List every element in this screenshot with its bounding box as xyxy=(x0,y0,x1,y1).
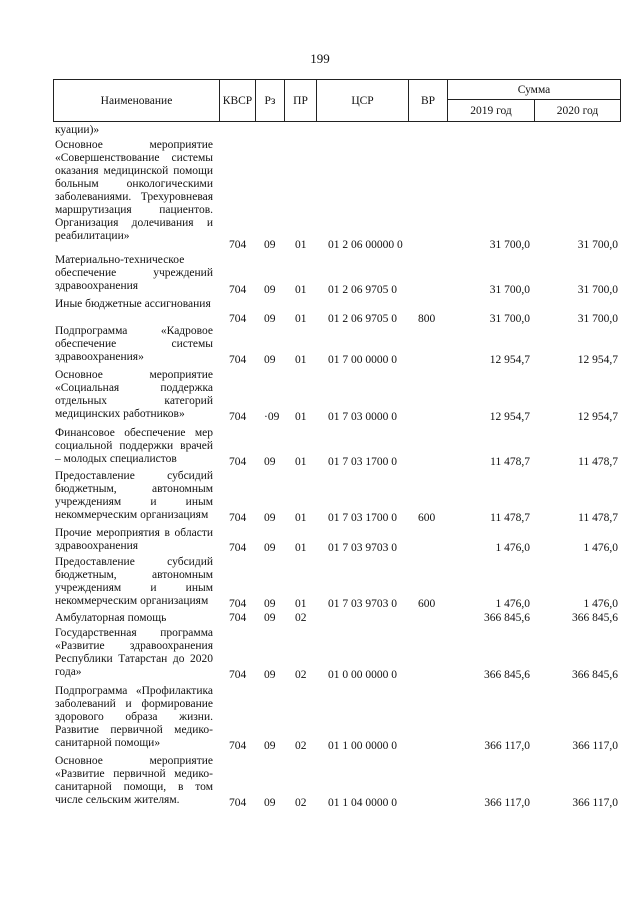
row-csr: 01 1 04 0000 0 xyxy=(328,797,397,809)
header-pr: ПР xyxy=(285,80,317,122)
row-pr: 01 xyxy=(295,239,307,251)
row-sum-2020: 12 954,7 xyxy=(577,354,618,366)
row-sum-2019: 11 478,7 xyxy=(490,512,530,524)
row-name: Основное мероприятие «Развитие первичной медико-санитарной помощи, в том числе сельским жителям. xyxy=(55,755,213,806)
row-kvsr: 704 xyxy=(229,598,247,610)
row-name: Подпрограмма «Кадровое обеспечение системы здравоохранения» xyxy=(55,325,213,363)
row-sum-2020: 1 476,0 xyxy=(583,598,618,610)
row-sum-2019: 31 700,0 xyxy=(489,239,530,251)
row-sum-2019: 31 700,0 xyxy=(489,313,530,325)
row-name: Предоставление субсидий бюджетным, автономным учреждениям и иным некоммерческим организациям xyxy=(55,470,213,521)
row-sum-2020: 366 117,0 xyxy=(572,740,618,752)
row-sum-2020: 366 117,0 xyxy=(572,797,618,809)
header-2019: 2019 год xyxy=(448,100,535,122)
row-kvsr: 704 xyxy=(229,740,247,752)
header-sum: Сумма xyxy=(448,80,621,100)
row-sum-2020: 31 700,0 xyxy=(577,284,618,296)
row-vr: 600 xyxy=(418,512,436,524)
row-pr: 02 xyxy=(295,740,307,752)
header-2020: 2020 год xyxy=(535,100,621,122)
header-csr: ЦСР xyxy=(317,80,409,122)
row-pr: 01 xyxy=(295,598,307,610)
row-name: Государственная программа «Развитие здравоохранения Республики Татарстан до 2020 года» xyxy=(55,627,213,678)
row-rz: 09 xyxy=(264,542,276,554)
header-kvsr: КВСР xyxy=(220,80,256,122)
row-sum-2019: 366 845,6 xyxy=(484,612,530,624)
row-rz: 09 xyxy=(264,512,276,524)
row-rz: 09 xyxy=(264,740,276,752)
row-sum-2020: 366 845,6 xyxy=(572,669,618,681)
header-rz: Рз xyxy=(256,80,285,122)
row-csr: 01 7 03 0000 0 xyxy=(328,411,397,423)
row-pr: 01 xyxy=(295,456,307,468)
row-kvsr: 704 xyxy=(229,612,247,624)
row-csr: 01 2 06 9705 0 xyxy=(328,313,397,325)
row-kvsr: 704 xyxy=(229,239,247,251)
row-vr: 600 xyxy=(418,598,436,610)
row-kvsr: 704 xyxy=(229,313,247,325)
row-kvsr: 704 xyxy=(229,797,247,809)
row-rz: 09 xyxy=(264,313,276,325)
row-vr: 800 xyxy=(418,313,436,325)
row-rz: 09 xyxy=(264,354,276,366)
row-csr: 01 2 06 9705 0 xyxy=(328,284,397,296)
row-csr: 01 7 03 1700 0 xyxy=(328,456,397,468)
row-csr: 01 7 03 9703 0 xyxy=(328,542,397,554)
header-name: Наименование xyxy=(54,80,220,122)
row-sum-2019: 11 478,7 xyxy=(490,456,530,468)
row-name: Иные бюджетные ассигнования xyxy=(55,298,211,310)
page-number: 199 xyxy=(310,51,330,66)
row-kvsr: 704 xyxy=(229,284,247,296)
row-pr: 01 xyxy=(295,542,307,554)
row-name: Амбулаторная помощь xyxy=(55,612,167,624)
row-rz: 09 xyxy=(264,612,276,624)
row-sum-2020: 366 845,6 xyxy=(572,612,618,624)
row-pr: 01 xyxy=(295,313,307,325)
row-sum-2019: 12 954,7 xyxy=(489,354,530,366)
row-name: Подпрограмма «Профилактика заболеваний и формирование здорового образа жизни. Развитие первичной медико-санитарной помощи» xyxy=(55,685,213,749)
row-name: куации)» xyxy=(55,124,100,136)
row-name: Основное мероприятие «Социальная поддержка отдельных категорий медицинских работников» xyxy=(55,369,213,420)
row-csr: 01 0 00 0000 0 xyxy=(328,669,397,681)
row-kvsr: 704 xyxy=(229,512,247,524)
row-csr: 01 7 00 0000 0 xyxy=(328,354,397,366)
row-pr: 02 xyxy=(295,669,307,681)
row-pr: 02 xyxy=(295,797,307,809)
row-pr: 01 xyxy=(295,411,307,423)
row-kvsr: 704 xyxy=(229,542,247,554)
row-csr: 01 7 03 1700 0 xyxy=(328,512,397,524)
row-kvsr: 704 xyxy=(229,669,247,681)
row-rz: 09 xyxy=(264,456,276,468)
row-name: Финансовое обеспечение мер социальной поддержки врачей – молодых специалистов xyxy=(55,427,213,465)
row-rz: 09 xyxy=(264,598,276,610)
row-sum-2020: 31 700,0 xyxy=(577,239,618,251)
row-name: Прочие мероприятия в области здравоохранения xyxy=(55,527,213,552)
row-kvsr: 704 xyxy=(229,411,247,423)
row-name: Материально-техническое обеспечение учреждений здравоохранения xyxy=(55,254,213,292)
row-pr: 01 xyxy=(295,284,307,296)
row-sum-2019: 1 476,0 xyxy=(495,542,530,554)
row-sum-2019: 366 117,0 xyxy=(484,797,530,809)
row-sum-2020: 12 954,7 xyxy=(577,411,618,423)
row-sum-2020: 11 478,7 xyxy=(578,512,618,524)
row-csr: 01 2 06 00000 0 xyxy=(328,239,403,251)
row-csr: 01 1 00 0000 0 xyxy=(328,740,397,752)
row-sum-2019: 31 700,0 xyxy=(489,284,530,296)
row-pr: 01 xyxy=(295,354,307,366)
row-sum-2019: 366 117,0 xyxy=(484,740,530,752)
row-sum-2020: 11 478,7 xyxy=(578,456,618,468)
row-name: Основное мероприятие «Совершенствование системы оказания медицинской помощи больным онкологическими заболеваниями. Трехуровневая маршрутизация пациентов. Организация долечивания и реабилитации» xyxy=(55,139,213,242)
row-sum-2019: 12 954,7 xyxy=(489,411,530,423)
row-kvsr: 704 xyxy=(229,456,247,468)
row-name: Предоставление субсидий бюджетным, автономным учреждениям и иным некоммерческим организациям xyxy=(55,556,213,607)
row-sum-2020: 31 700,0 xyxy=(577,313,618,325)
row-rz: 09 xyxy=(264,284,276,296)
row-rz: 09 xyxy=(264,239,276,251)
row-sum-2020: 1 476,0 xyxy=(583,542,618,554)
row-sum-2019: 1 476,0 xyxy=(495,598,530,610)
row-pr: 02 xyxy=(295,612,307,624)
header-vr: ВР xyxy=(409,80,448,122)
row-pr: 01 xyxy=(295,512,307,524)
row-rz: 09 xyxy=(264,797,276,809)
row-rz: 09 xyxy=(264,669,276,681)
row-rz: ·09 xyxy=(264,411,280,423)
row-sum-2019: 366 845,6 xyxy=(484,669,530,681)
row-kvsr: 704 xyxy=(229,354,247,366)
row-csr: 01 7 03 9703 0 xyxy=(328,598,397,610)
